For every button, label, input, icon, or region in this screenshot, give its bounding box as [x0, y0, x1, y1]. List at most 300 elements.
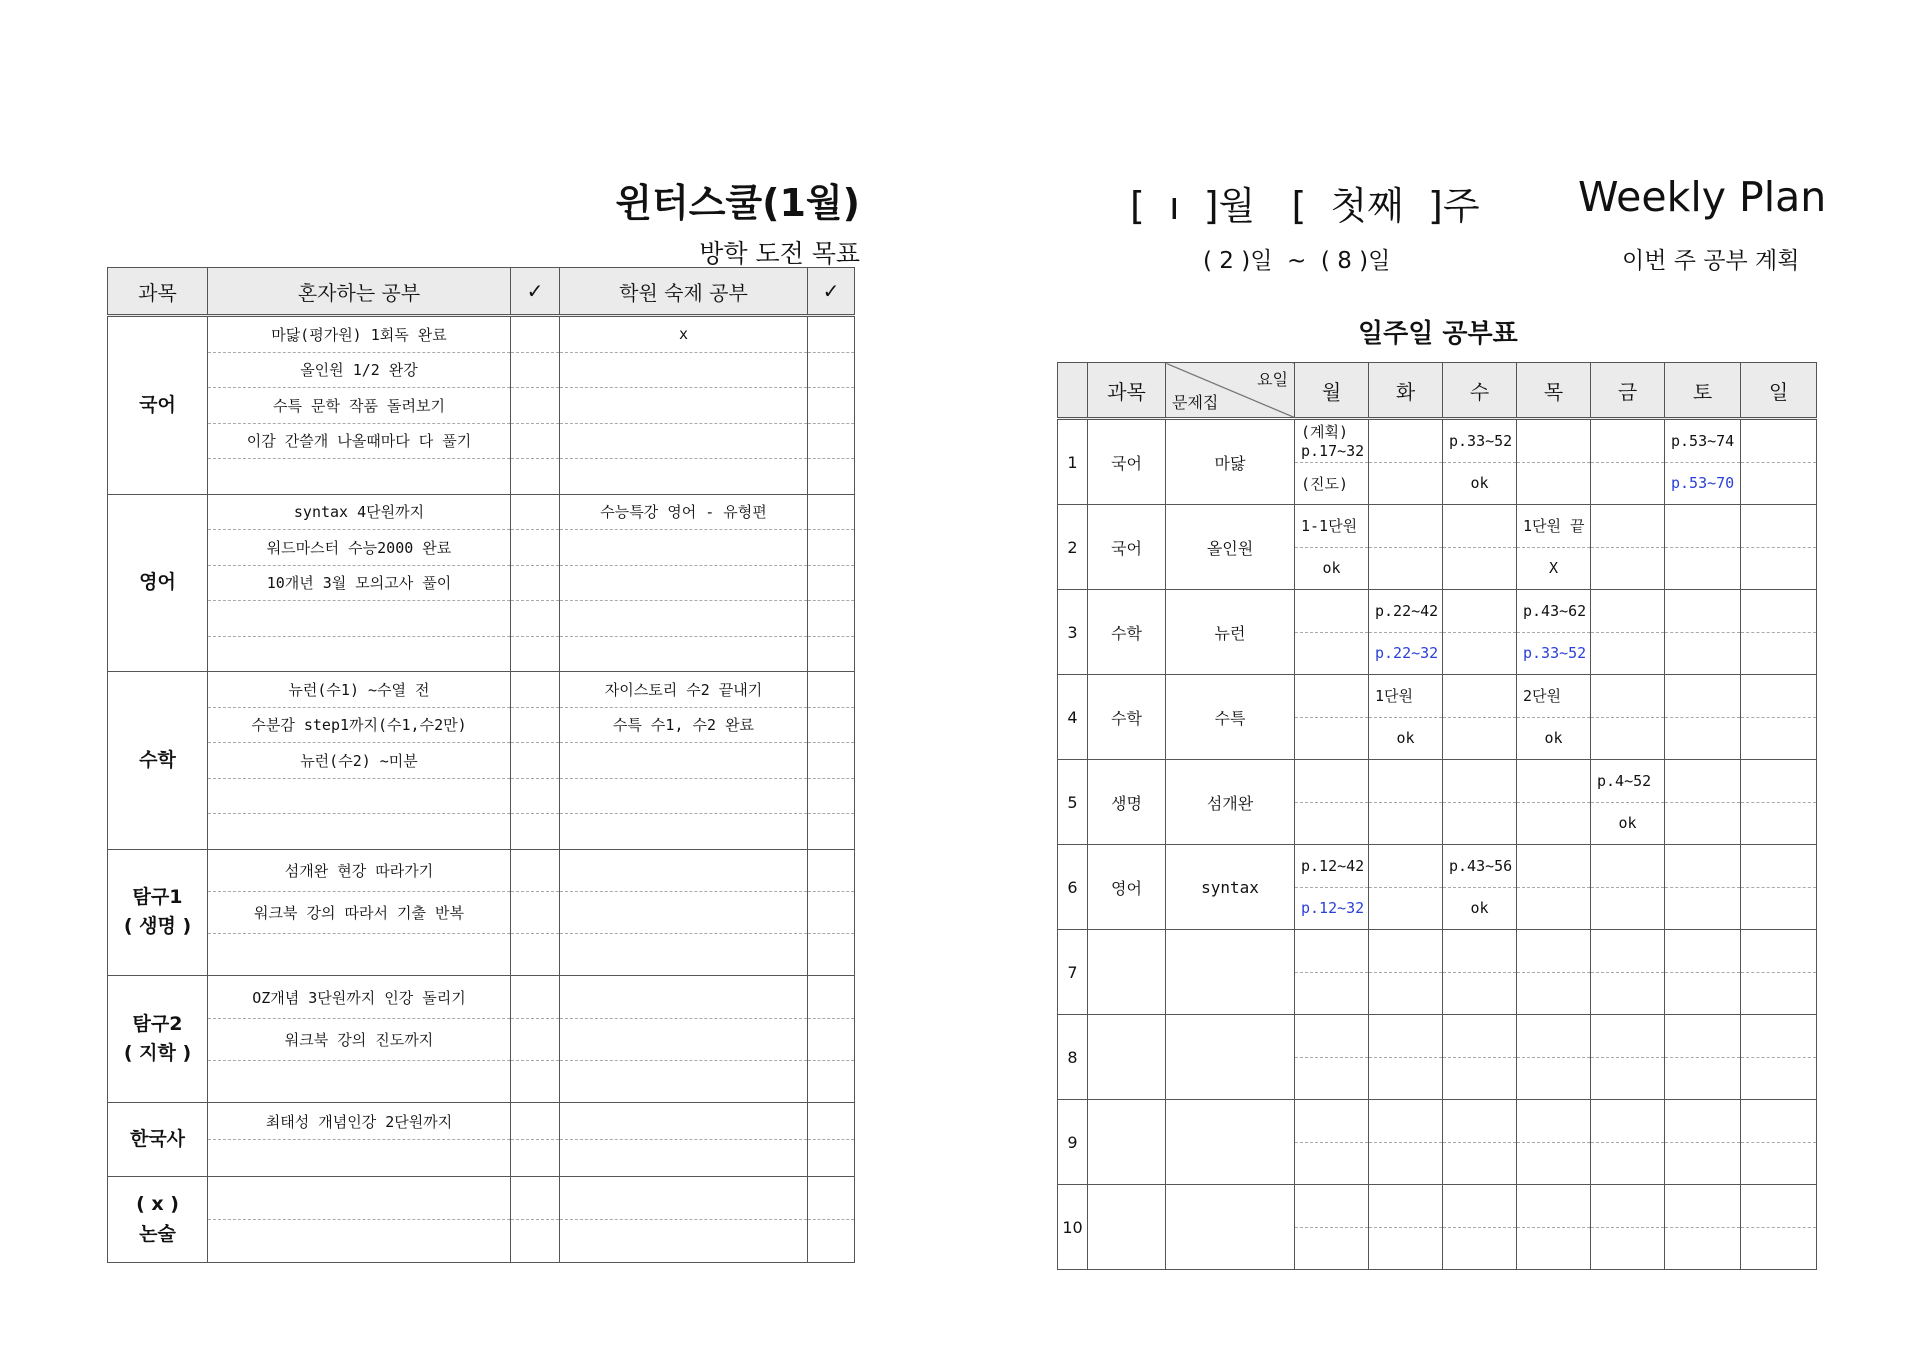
- academy-homework-cell: [560, 891, 808, 933]
- plan-cell: [1665, 930, 1741, 973]
- self-study-cell: [208, 601, 511, 637]
- academy-homework-cell: 자이스토리 수2 끝내기: [560, 672, 808, 708]
- academy-homework-check[interactable]: [808, 672, 855, 708]
- plan-cell: [1741, 930, 1817, 973]
- progress-cell: [1295, 717, 1369, 760]
- academy-homework-check[interactable]: [808, 388, 855, 424]
- goal-row: [108, 459, 855, 495]
- subject-name: 수학: [139, 748, 176, 771]
- self-study-check[interactable]: [511, 891, 560, 933]
- self-study-check[interactable]: [511, 814, 560, 850]
- subject-name: 영어: [139, 571, 176, 594]
- progress-cell: [1369, 547, 1443, 590]
- row-workbook: [1166, 1185, 1295, 1270]
- academy-homework-check[interactable]: [808, 530, 855, 566]
- academy-homework-check[interactable]: [808, 423, 855, 459]
- self-study-cell: 수특 문학 작품 돌려보기: [208, 388, 511, 424]
- academy-homework-cell: [560, 601, 808, 637]
- subject-name: ( x ): [136, 1193, 179, 1216]
- academy-homework-cell: [560, 778, 808, 814]
- plan-cell: p.4~52: [1591, 760, 1665, 803]
- row-workbook: 마닳: [1166, 419, 1295, 505]
- subject-cell: [108, 316, 208, 495]
- weekly-row-top: [1058, 419, 1817, 463]
- self-study-check[interactable]: [511, 352, 560, 388]
- self-study-cell: 워크북 강의 따라서 기출 반복: [208, 891, 511, 933]
- weekly-row-top: [1058, 505, 1817, 548]
- plan-cell: [1741, 590, 1817, 633]
- academy-homework-check[interactable]: [808, 707, 855, 743]
- self-study-cell: [208, 636, 511, 672]
- row-number: 10: [1058, 1185, 1088, 1270]
- plan-cell: [1741, 419, 1817, 463]
- academy-homework-cell: [560, 1103, 808, 1140]
- plan-cell: [1591, 845, 1665, 888]
- plan-cell: [1369, 1015, 1443, 1058]
- academy-homework-check[interactable]: [808, 743, 855, 779]
- plan-cell: [1741, 1100, 1817, 1143]
- self-study-cell: 올인원 1/2 완강: [208, 352, 511, 388]
- academy-homework-check[interactable]: [808, 849, 855, 891]
- academy-homework-check[interactable]: [808, 1103, 855, 1140]
- goal-row: [108, 1140, 855, 1177]
- plan-cell: [1295, 1100, 1369, 1143]
- self-study-check[interactable]: [511, 1103, 560, 1140]
- weekly-row-top: [1058, 1015, 1817, 1058]
- goal-row: [108, 891, 855, 933]
- plan-cell: [1443, 505, 1517, 548]
- plan-cell: [1295, 1185, 1369, 1228]
- self-study-cell: [208, 1140, 511, 1177]
- progress-cell: [1295, 1142, 1369, 1185]
- academy-homework-cell: [560, 814, 808, 850]
- progress-cell: [1517, 462, 1591, 505]
- plan-cell: [1741, 845, 1817, 888]
- subject-name: 탐구1: [132, 886, 183, 908]
- subject-detail: ( 생명 ): [123, 915, 192, 938]
- self-study-check[interactable]: [511, 636, 560, 672]
- plan-cell: [1741, 675, 1817, 718]
- academy-homework-check[interactable]: [808, 1177, 855, 1220]
- self-study-cell: [208, 934, 511, 976]
- plan-cell: [1295, 760, 1369, 803]
- row-subject: 영어: [1088, 845, 1166, 930]
- plan-cell: [1369, 1100, 1443, 1143]
- progress-cell: p.22~32: [1369, 632, 1443, 675]
- progress-cell: [1665, 1057, 1741, 1100]
- self-study-check[interactable]: [511, 530, 560, 566]
- plan-cell: [1369, 1185, 1443, 1228]
- row-workbook: 수특: [1166, 675, 1295, 760]
- plan-cell: (계획) p.17~32: [1295, 419, 1369, 463]
- plan-cell: [1665, 505, 1741, 548]
- progress-cell: [1591, 972, 1665, 1015]
- academy-homework-cell: [560, 976, 808, 1018]
- academy-homework-cell: x: [560, 316, 808, 353]
- goal-row: [108, 601, 855, 637]
- progress-cell: [1665, 972, 1741, 1015]
- week-date-range: ( 2 )일 ~ ( 8 )일: [1203, 248, 1391, 274]
- plan-cell: [1295, 930, 1369, 973]
- self-study-check[interactable]: [511, 1220, 560, 1263]
- row-workbook: 올인원: [1166, 505, 1295, 590]
- progress-cell: [1443, 972, 1517, 1015]
- academy-homework-check[interactable]: [808, 459, 855, 495]
- subject-detail: ( 지학 ): [123, 1042, 192, 1065]
- academy-homework-check[interactable]: [808, 352, 855, 388]
- progress-cell: [1295, 1057, 1369, 1100]
- academy-homework-cell: 수능특강 영어 - 유형편: [560, 494, 808, 530]
- plan-cell: [1591, 419, 1665, 463]
- plan-cell: [1369, 930, 1443, 973]
- academy-homework-check[interactable]: [808, 934, 855, 976]
- plan-cell: p.53~74: [1665, 419, 1741, 463]
- weekly-row-top: [1058, 590, 1817, 633]
- academy-homework-cell: [560, 1220, 808, 1263]
- progress-cell: [1591, 547, 1665, 590]
- self-study-check[interactable]: [511, 743, 560, 779]
- subject-cell: [108, 976, 208, 1103]
- plan-cell: [1443, 590, 1517, 633]
- weekly-table-title: 일주일 공부표: [1358, 319, 1518, 349]
- progress-cell: [1591, 1057, 1665, 1100]
- goal-row: [108, 388, 855, 424]
- row-workbook: 뉴런: [1166, 590, 1295, 675]
- progress-cell: [1517, 1142, 1591, 1185]
- progress-cell: [1665, 887, 1741, 930]
- self-study-cell: 섬개완 현강 따라가기: [208, 849, 511, 891]
- self-study-cell: [208, 1060, 511, 1102]
- subject-name: 탐구2: [132, 1012, 183, 1035]
- progress-cell: [1591, 887, 1665, 930]
- header-sun: 일: [1741, 363, 1817, 419]
- academy-homework-cell: [560, 934, 808, 976]
- self-study-cell: 마닳(평가원) 1회독 완료: [208, 316, 511, 353]
- header-day-book-diagonal: [1166, 363, 1295, 419]
- self-study-check[interactable]: [511, 388, 560, 424]
- goal-row: [108, 494, 855, 530]
- academy-homework-cell: [560, 1177, 808, 1220]
- weekly-row-top: [1058, 1100, 1817, 1143]
- goal-row: [108, 352, 855, 388]
- self-study-check[interactable]: [511, 601, 560, 637]
- progress-cell: [1369, 802, 1443, 845]
- header-check-2: ✓: [808, 268, 855, 316]
- self-study-check[interactable]: [511, 1177, 560, 1220]
- row-number: 4: [1058, 675, 1088, 760]
- self-study-check[interactable]: [511, 423, 560, 459]
- plan-cell: [1591, 505, 1665, 548]
- progress-cell: [1741, 1057, 1817, 1100]
- plan-cell: 1-1단원: [1295, 505, 1369, 548]
- row-workbook: 섬개완: [1166, 760, 1295, 845]
- progress-cell: [1517, 1057, 1591, 1100]
- self-study-check[interactable]: [511, 1140, 560, 1177]
- plan-cell: [1517, 1015, 1591, 1058]
- academy-homework-check[interactable]: [808, 778, 855, 814]
- academy-homework-cell: [560, 1018, 808, 1060]
- plan-cell: [1517, 419, 1591, 463]
- plan-cell: [1517, 1185, 1591, 1228]
- goal-row: [108, 672, 855, 708]
- academy-homework-cell: [560, 743, 808, 779]
- header-subject: 과목: [108, 268, 208, 316]
- progress-cell: [1665, 717, 1741, 760]
- progress-cell: [1741, 547, 1817, 590]
- progress-cell: [1591, 462, 1665, 505]
- plan-cell: p.33~52: [1443, 419, 1517, 463]
- academy-homework-check[interactable]: [808, 565, 855, 601]
- progress-cell: [1741, 632, 1817, 675]
- row-number: 7: [1058, 930, 1088, 1015]
- goal-row: [108, 743, 855, 779]
- academy-homework-check[interactable]: [808, 976, 855, 1018]
- progress-cell: [1517, 887, 1591, 930]
- header-mon: 월: [1295, 363, 1369, 419]
- plan-cell: [1443, 1100, 1517, 1143]
- row-number: 8: [1058, 1015, 1088, 1100]
- header-sat: 토: [1665, 363, 1741, 419]
- progress-cell: [1741, 717, 1817, 760]
- progress-cell: [1295, 632, 1369, 675]
- self-study-cell: 뉴런(수1) ~수열 전: [208, 672, 511, 708]
- row-workbook: [1166, 1015, 1295, 1100]
- progress-cell: [1443, 717, 1517, 760]
- weekly-plan-subtitle: 이번 주 공부 계획: [1622, 248, 1800, 274]
- self-study-cell: 최태성 개념인강 2단원까지: [208, 1103, 511, 1140]
- progress-cell: [1665, 547, 1741, 590]
- self-study-check[interactable]: [511, 934, 560, 976]
- plan-cell: [1665, 845, 1741, 888]
- progress-cell: [1591, 717, 1665, 760]
- goal-row: [108, 636, 855, 672]
- goal-row: [108, 934, 855, 976]
- goal-row: [108, 976, 855, 1018]
- challenge-goals-table: [107, 267, 855, 1263]
- plan-cell: [1443, 1015, 1517, 1058]
- plan-cell: [1665, 760, 1741, 803]
- header-wed: 수: [1443, 363, 1517, 419]
- weekly-row-top: [1058, 845, 1817, 888]
- goal-row: [108, 565, 855, 601]
- plan-cell: [1443, 1185, 1517, 1228]
- subject-cell: [108, 494, 208, 672]
- plan-cell: [1517, 930, 1591, 973]
- weekly-plan-title: Weekly Plan: [1578, 173, 1827, 221]
- academy-homework-cell: [560, 459, 808, 495]
- row-subject: [1088, 1015, 1166, 1100]
- progress-cell: p.12~32: [1295, 887, 1369, 930]
- progress-cell: [1369, 1227, 1443, 1270]
- academy-homework-check[interactable]: [808, 1060, 855, 1102]
- plan-cell: [1517, 1100, 1591, 1143]
- header-blank: [1058, 363, 1088, 419]
- self-study-cell: [208, 1220, 511, 1263]
- plan-cell: [1443, 930, 1517, 973]
- goal-row: [108, 530, 855, 566]
- plan-cell: [1591, 1015, 1665, 1058]
- progress-cell: [1591, 632, 1665, 675]
- row-workbook: [1166, 1100, 1295, 1185]
- plan-cell: 1단원 끝: [1517, 505, 1591, 548]
- self-study-cell: [208, 1177, 511, 1220]
- plan-cell: [1665, 1100, 1741, 1143]
- academy-homework-check[interactable]: [808, 494, 855, 530]
- self-study-check[interactable]: [511, 849, 560, 891]
- self-study-cell: 워드마스터 수능2000 완료: [208, 530, 511, 566]
- academy-homework-check[interactable]: [808, 891, 855, 933]
- academy-homework-check[interactable]: [808, 814, 855, 850]
- plan-cell: [1443, 675, 1517, 718]
- progress-cell: [1443, 802, 1517, 845]
- academy-homework-cell: [560, 352, 808, 388]
- plan-cell: p.12~42: [1295, 845, 1369, 888]
- academy-homework-cell: [560, 530, 808, 566]
- progress-cell: p.53~70: [1665, 462, 1741, 505]
- progress-cell: [1665, 802, 1741, 845]
- row-subject: 수학: [1088, 590, 1166, 675]
- plan-cell: p.22~42: [1369, 590, 1443, 633]
- academy-homework-cell: [560, 1060, 808, 1102]
- progress-cell: [1443, 632, 1517, 675]
- academy-homework-check[interactable]: [808, 1140, 855, 1177]
- academy-homework-cell: [560, 1140, 808, 1177]
- header-self-study: 혼자하는 공부: [208, 268, 511, 316]
- progress-cell: [1517, 802, 1591, 845]
- self-study-check[interactable]: [511, 672, 560, 708]
- row-subject: 생명: [1088, 760, 1166, 845]
- progress-cell: [1591, 1227, 1665, 1270]
- row-subject: [1088, 1185, 1166, 1270]
- self-study-check[interactable]: [511, 1060, 560, 1102]
- goals-subtitle: 방학 도전 목표: [699, 239, 860, 268]
- progress-cell: [1665, 1142, 1741, 1185]
- progress-cell: [1295, 1227, 1369, 1270]
- self-study-cell: 수분감 step1까지(수1,수2만): [208, 707, 511, 743]
- weekly-study-table: [1057, 362, 1817, 1270]
- self-study-check[interactable]: [511, 1018, 560, 1060]
- progress-cell: ok: [1591, 802, 1665, 845]
- self-study-check[interactable]: [511, 459, 560, 495]
- progress-cell: [1741, 462, 1817, 505]
- plan-cell: 2단원: [1517, 675, 1591, 718]
- header-day-label: 요일: [1257, 370, 1288, 389]
- self-study-check[interactable]: [511, 778, 560, 814]
- plan-cell: p.43~56: [1443, 845, 1517, 888]
- progress-cell: [1591, 1142, 1665, 1185]
- header-check-1: ✓: [511, 268, 560, 316]
- self-study-check[interactable]: [511, 707, 560, 743]
- self-study-cell: [208, 459, 511, 495]
- self-study-cell: OZ개념 3단원까지 인강 돌리기: [208, 976, 511, 1018]
- plan-cell: [1295, 1015, 1369, 1058]
- progress-cell: [1517, 1227, 1591, 1270]
- goal-row: [108, 849, 855, 891]
- plan-cell: [1741, 760, 1817, 803]
- goal-row: [108, 1060, 855, 1102]
- weekly-row-top: [1058, 675, 1817, 718]
- progress-cell: [1741, 887, 1817, 930]
- plan-cell: [1665, 1015, 1741, 1058]
- goals-header-row: [108, 268, 855, 316]
- self-study-check[interactable]: [511, 565, 560, 601]
- academy-homework-cell: [560, 636, 808, 672]
- header-academy-homework: 학원 숙제 공부: [560, 268, 808, 316]
- academy-homework-cell: 수특 수1, 수2 완료: [560, 707, 808, 743]
- goal-row: [108, 1177, 855, 1220]
- plan-cell: p.43~62: [1517, 590, 1591, 633]
- self-study-cell: 10개년 3월 모의고사 풀이: [208, 565, 511, 601]
- plan-cell: [1295, 675, 1369, 718]
- academy-homework-check[interactable]: [808, 1018, 855, 1060]
- progress-cell: [1741, 972, 1817, 1015]
- plan-cell: [1591, 590, 1665, 633]
- self-study-check[interactable]: [511, 316, 560, 353]
- subject-name: 국어: [139, 393, 176, 416]
- self-study-cell: 뉴런(수2) ~미분: [208, 743, 511, 779]
- self-study-cell: 이감 간쓸개 나올때마다 다 풀기: [208, 423, 511, 459]
- academy-homework-check[interactable]: [808, 316, 855, 353]
- row-subject: 수학: [1088, 675, 1166, 760]
- row-subject: [1088, 930, 1166, 1015]
- academy-homework-cell: [560, 423, 808, 459]
- row-number: 6: [1058, 845, 1088, 930]
- self-study-cell: 워크북 강의 진도까지: [208, 1018, 511, 1060]
- progress-cell: ok: [1443, 887, 1517, 930]
- row-number: 2: [1058, 505, 1088, 590]
- row-number: 9: [1058, 1100, 1088, 1185]
- self-study-check[interactable]: [511, 494, 560, 530]
- row-subject: [1088, 1100, 1166, 1185]
- plan-cell: [1665, 675, 1741, 718]
- plan-cell: [1369, 419, 1443, 463]
- progress-cell: [1443, 1057, 1517, 1100]
- goal-row: [108, 814, 855, 850]
- plan-cell: [1591, 1185, 1665, 1228]
- academy-homework-check[interactable]: [808, 1220, 855, 1263]
- progress-cell: X: [1517, 547, 1591, 590]
- goal-row: [108, 1018, 855, 1060]
- goal-row: [108, 1103, 855, 1140]
- row-subject: 국어: [1088, 419, 1166, 505]
- academy-homework-check[interactable]: [808, 601, 855, 637]
- self-study-check[interactable]: [511, 976, 560, 1018]
- header-thu: 목: [1517, 363, 1591, 419]
- self-study-cell: [208, 814, 511, 850]
- progress-cell: [1741, 802, 1817, 845]
- progress-cell: [1295, 972, 1369, 1015]
- subject-cell: [108, 849, 208, 976]
- progress-cell: [1369, 462, 1443, 505]
- progress-cell: [1369, 1057, 1443, 1100]
- progress-cell: [1443, 1227, 1517, 1270]
- plan-cell: [1295, 590, 1369, 633]
- progress-cell: [1517, 972, 1591, 1015]
- academy-homework-check[interactable]: [808, 636, 855, 672]
- plan-cell: [1741, 1185, 1817, 1228]
- header-fri: 금: [1591, 363, 1665, 419]
- header-tue: 화: [1369, 363, 1443, 419]
- subject-cell: [108, 672, 208, 850]
- progress-cell: [1369, 1142, 1443, 1185]
- progress-cell: p.33~52: [1517, 632, 1591, 675]
- row-number: 5: [1058, 760, 1088, 845]
- plan-cell: [1369, 760, 1443, 803]
- goal-row: [108, 707, 855, 743]
- progress-cell: [1741, 1227, 1817, 1270]
- weekly-header-row: [1058, 363, 1817, 419]
- plan-cell: [1591, 930, 1665, 973]
